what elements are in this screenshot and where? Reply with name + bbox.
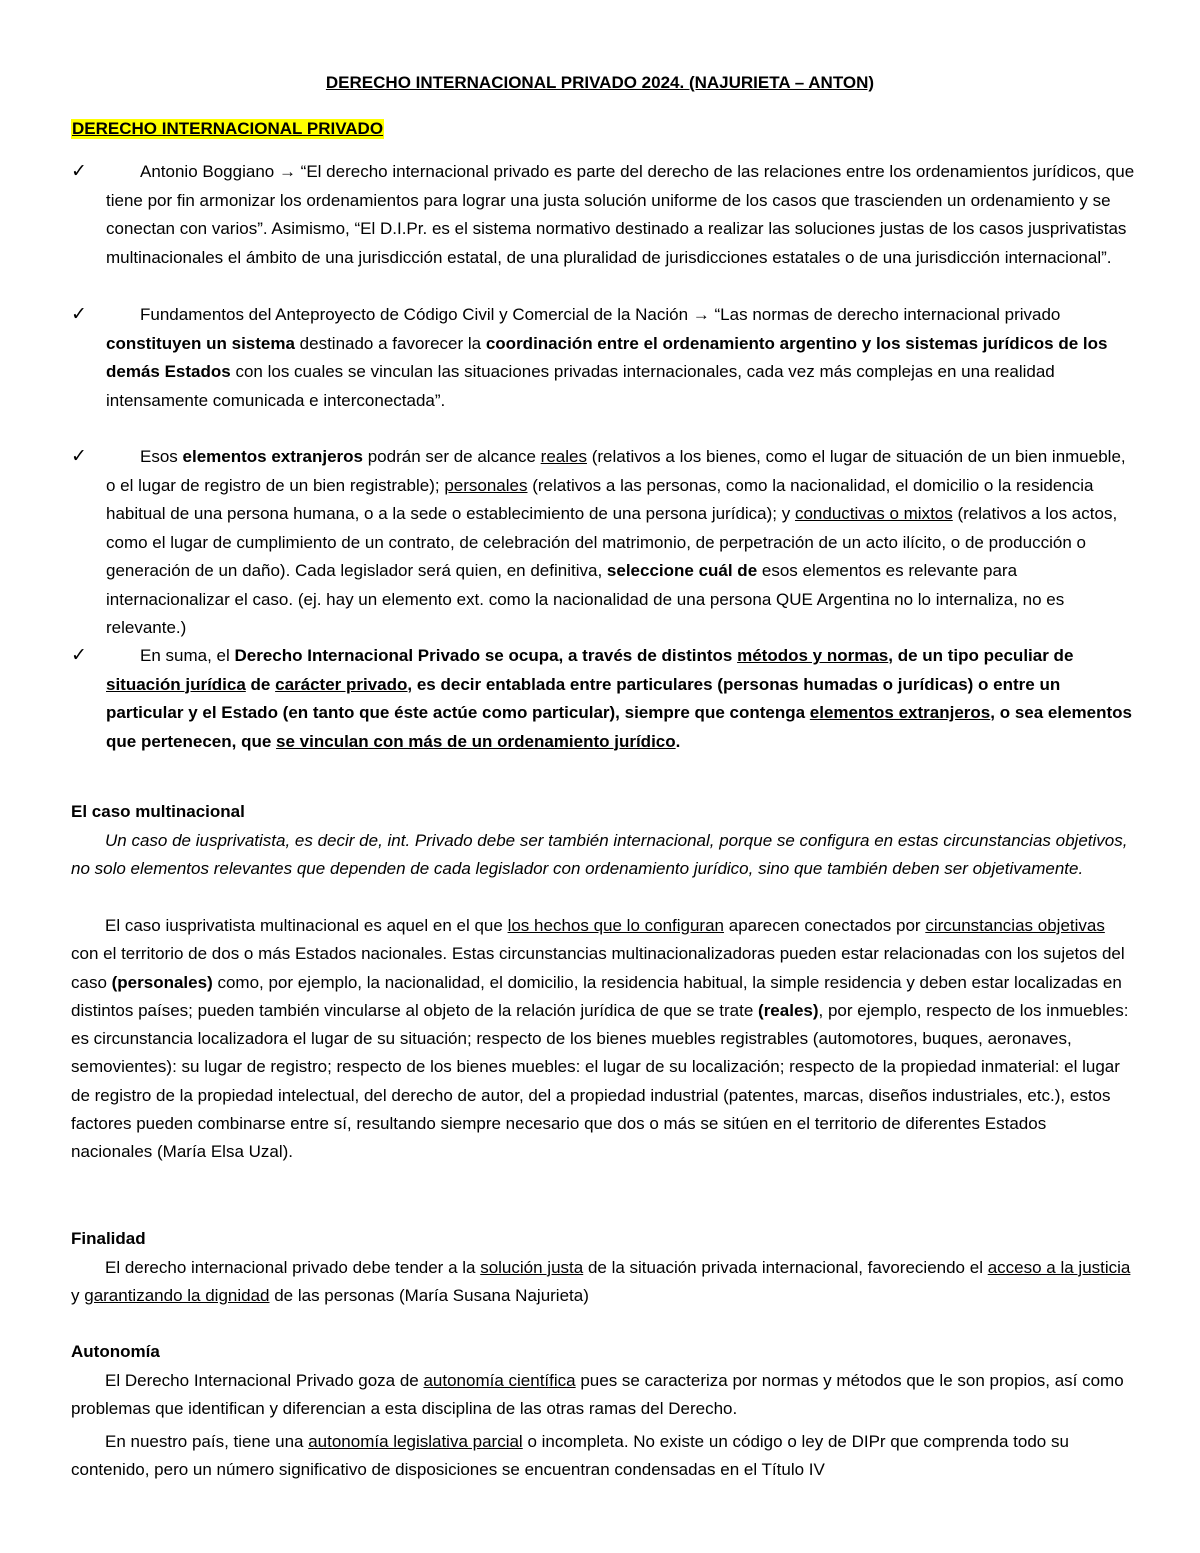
- checkmark-icon: ✓: [71, 161, 87, 182]
- checkmark-icon: ✓: [71, 645, 87, 666]
- arrow-icon: →: [692, 305, 710, 324]
- checkmark-icon: ✓: [71, 446, 87, 467]
- checkmark-icon: ✓: [71, 304, 87, 325]
- paragraph-autonomia-legislativa: En nuestro país, tiene una autonomía legislativa parcial o incompleta. No existe un código o ley de DIPr que comprenda todo su contenido, pero un número significativo de disposiciones se encuentran condensadas en el Título IV: [71, 1432, 1069, 1480]
- heading-finalidad: Finalidad: [71, 1229, 146, 1248]
- section-heading-highlighted: DERECHO INTERNACIONAL PRIVADO: [72, 119, 384, 138]
- paragraph-autonomia-cientifica: El Derecho Internacional Privado goza de autonomía científica pues se caracteriza por normas y métodos que le son propios, así como problemas que identifican y diferencian a esta disciplina de las otras ramas del Derecho.: [71, 1371, 1124, 1419]
- heading-caso-multinacional: El caso multinacional: [71, 802, 245, 821]
- bullet-en-suma: En suma, el Derecho Internacional Privado se ocupa, a través de distintos métodos y normas, de un tipo peculiar de situación jurídica de carácter privado, es decir entablada entre particulares (personas humadas o jurídicas) o entre un particular y el Estado (en tanto que éste actúe como particular), siempre que contenga elementos extranjeros, o sea elementos que pertenecen, que se vinculan con más de un ordenamiento jurídico.: [106, 646, 1132, 751]
- document-title: DERECHO INTERNACIONAL PRIVADO 2024. (NAJURIETA – ANTON): [325, 73, 875, 92]
- paragraph-caso-italic: Un caso de iusprivatista, es decir de, int. Privado debe ser también internacional, porque se configura en estas circunstancias objetivos, no solo elementos relevantes que dependen de cada legislador con ordenamiento jurídico, sino que también deben ser objetivamente.: [71, 831, 1128, 879]
- paragraph-caso-multinacional: El caso iusprivatista multinacional es aquel en el que los hechos que lo configuran aparecen conectados por circunstancias objetivas con el territorio de dos o más Estados nacionales. Estas circunstancias multinacionalizadoras pueden estar relacionadas con los sujetos del caso (personales) como, por ejemplo, la nacionalidad, el domicilio, la residencia habitual, la simple residencia y deben estar localizadas en distintos países; pueden también vincularse al objeto de la relación jurídica de que se trate (reales), por ejemplo, respecto de los inmuebles: es circunstancia localizadora el lugar de su situación; respecto de los bienes muebles registrables (automotores, buques, aeronaves, semovientes): su lugar de registro; respecto de los bienes muebles: el lugar de su localización; respecto de la propiedad inmaterial: el lugar de registro de la propiedad intelectual, del derecho de autor, del a propiedad industrial (patentes, marcas, diseños industriales, etc.), estos factores pueden combinarse entre sí, resultando siempre necesario que dos o más se sitúen en el territorio de diferentes Estados nacionales (María Elsa Uzal).: [71, 916, 1129, 1162]
- heading-autonomia: Autonomía: [71, 1342, 160, 1361]
- arrow-icon: →: [278, 162, 296, 181]
- bullet-boggiano: Antonio Boggiano → “El derecho internacional privado es parte del derecho de las relaciones entre los ordenamientos jurídicos, que tiene por fin armonizar los ordenamientos para lograr una justa solución uniforme de los casos que trascienden un ordenamiento y se conectan con varios”. Asimismo, “El D.I.Pr. es el sistema normativo destinado a realizar las soluciones justas de los casos jusprivatistas multinacionales el ámbito de una jurisdicción estatal, de una pluralidad de jurisdicciones estatales o de una jurisdicción internacional”.: [106, 162, 1135, 267]
- bullet-fundamentos: Fundamentos del Anteproyecto de Código Civil y Comercial de la Nación → “Las normas de derecho internacional privado constituyen un sistema destinado a favorecer la coordinación entre el ordenamiento argentino y los sistemas jurídicos de los demás Estados con los cuales se vinculan las situaciones privadas internacionales, cada vez más complejas en una realidad intensamente comunicada e interconectada”.: [106, 305, 1108, 410]
- bullet-elementos-extranjeros: Esos elementos extranjeros podrán ser de alcance reales (relativos a los bienes, como el lugar de situación de un bien inmueble, o el lugar de registro de un bien registrable); personales (relativos a las personas, como la nacionalidad, el domicilio o la residencia habitual de una persona humana, o a la sede o establecimiento de una persona jurídica); y conductivas o mixtos (relativos a los actos, como el lugar de cumplimiento de un contrato, de celebración del matrimonio, de perpetración de un acto ilícito, o de producción o generación de un daño). Cada legislador será quien, en definitiva, seleccione cuál de esos elementos es relevante para internacionalizar el caso. (ej. hay un elemento ext. como la nacionalidad de una persona QUE Argentina no lo internaliza, no es relevante.): [106, 447, 1126, 637]
- paragraph-finalidad: El derecho internacional privado debe tender a la solución justa de la situación privada internacional, favoreciendo el acceso a la justicia y garantizando la dignidad de las personas (María Susana Najurieta): [71, 1258, 1131, 1306]
